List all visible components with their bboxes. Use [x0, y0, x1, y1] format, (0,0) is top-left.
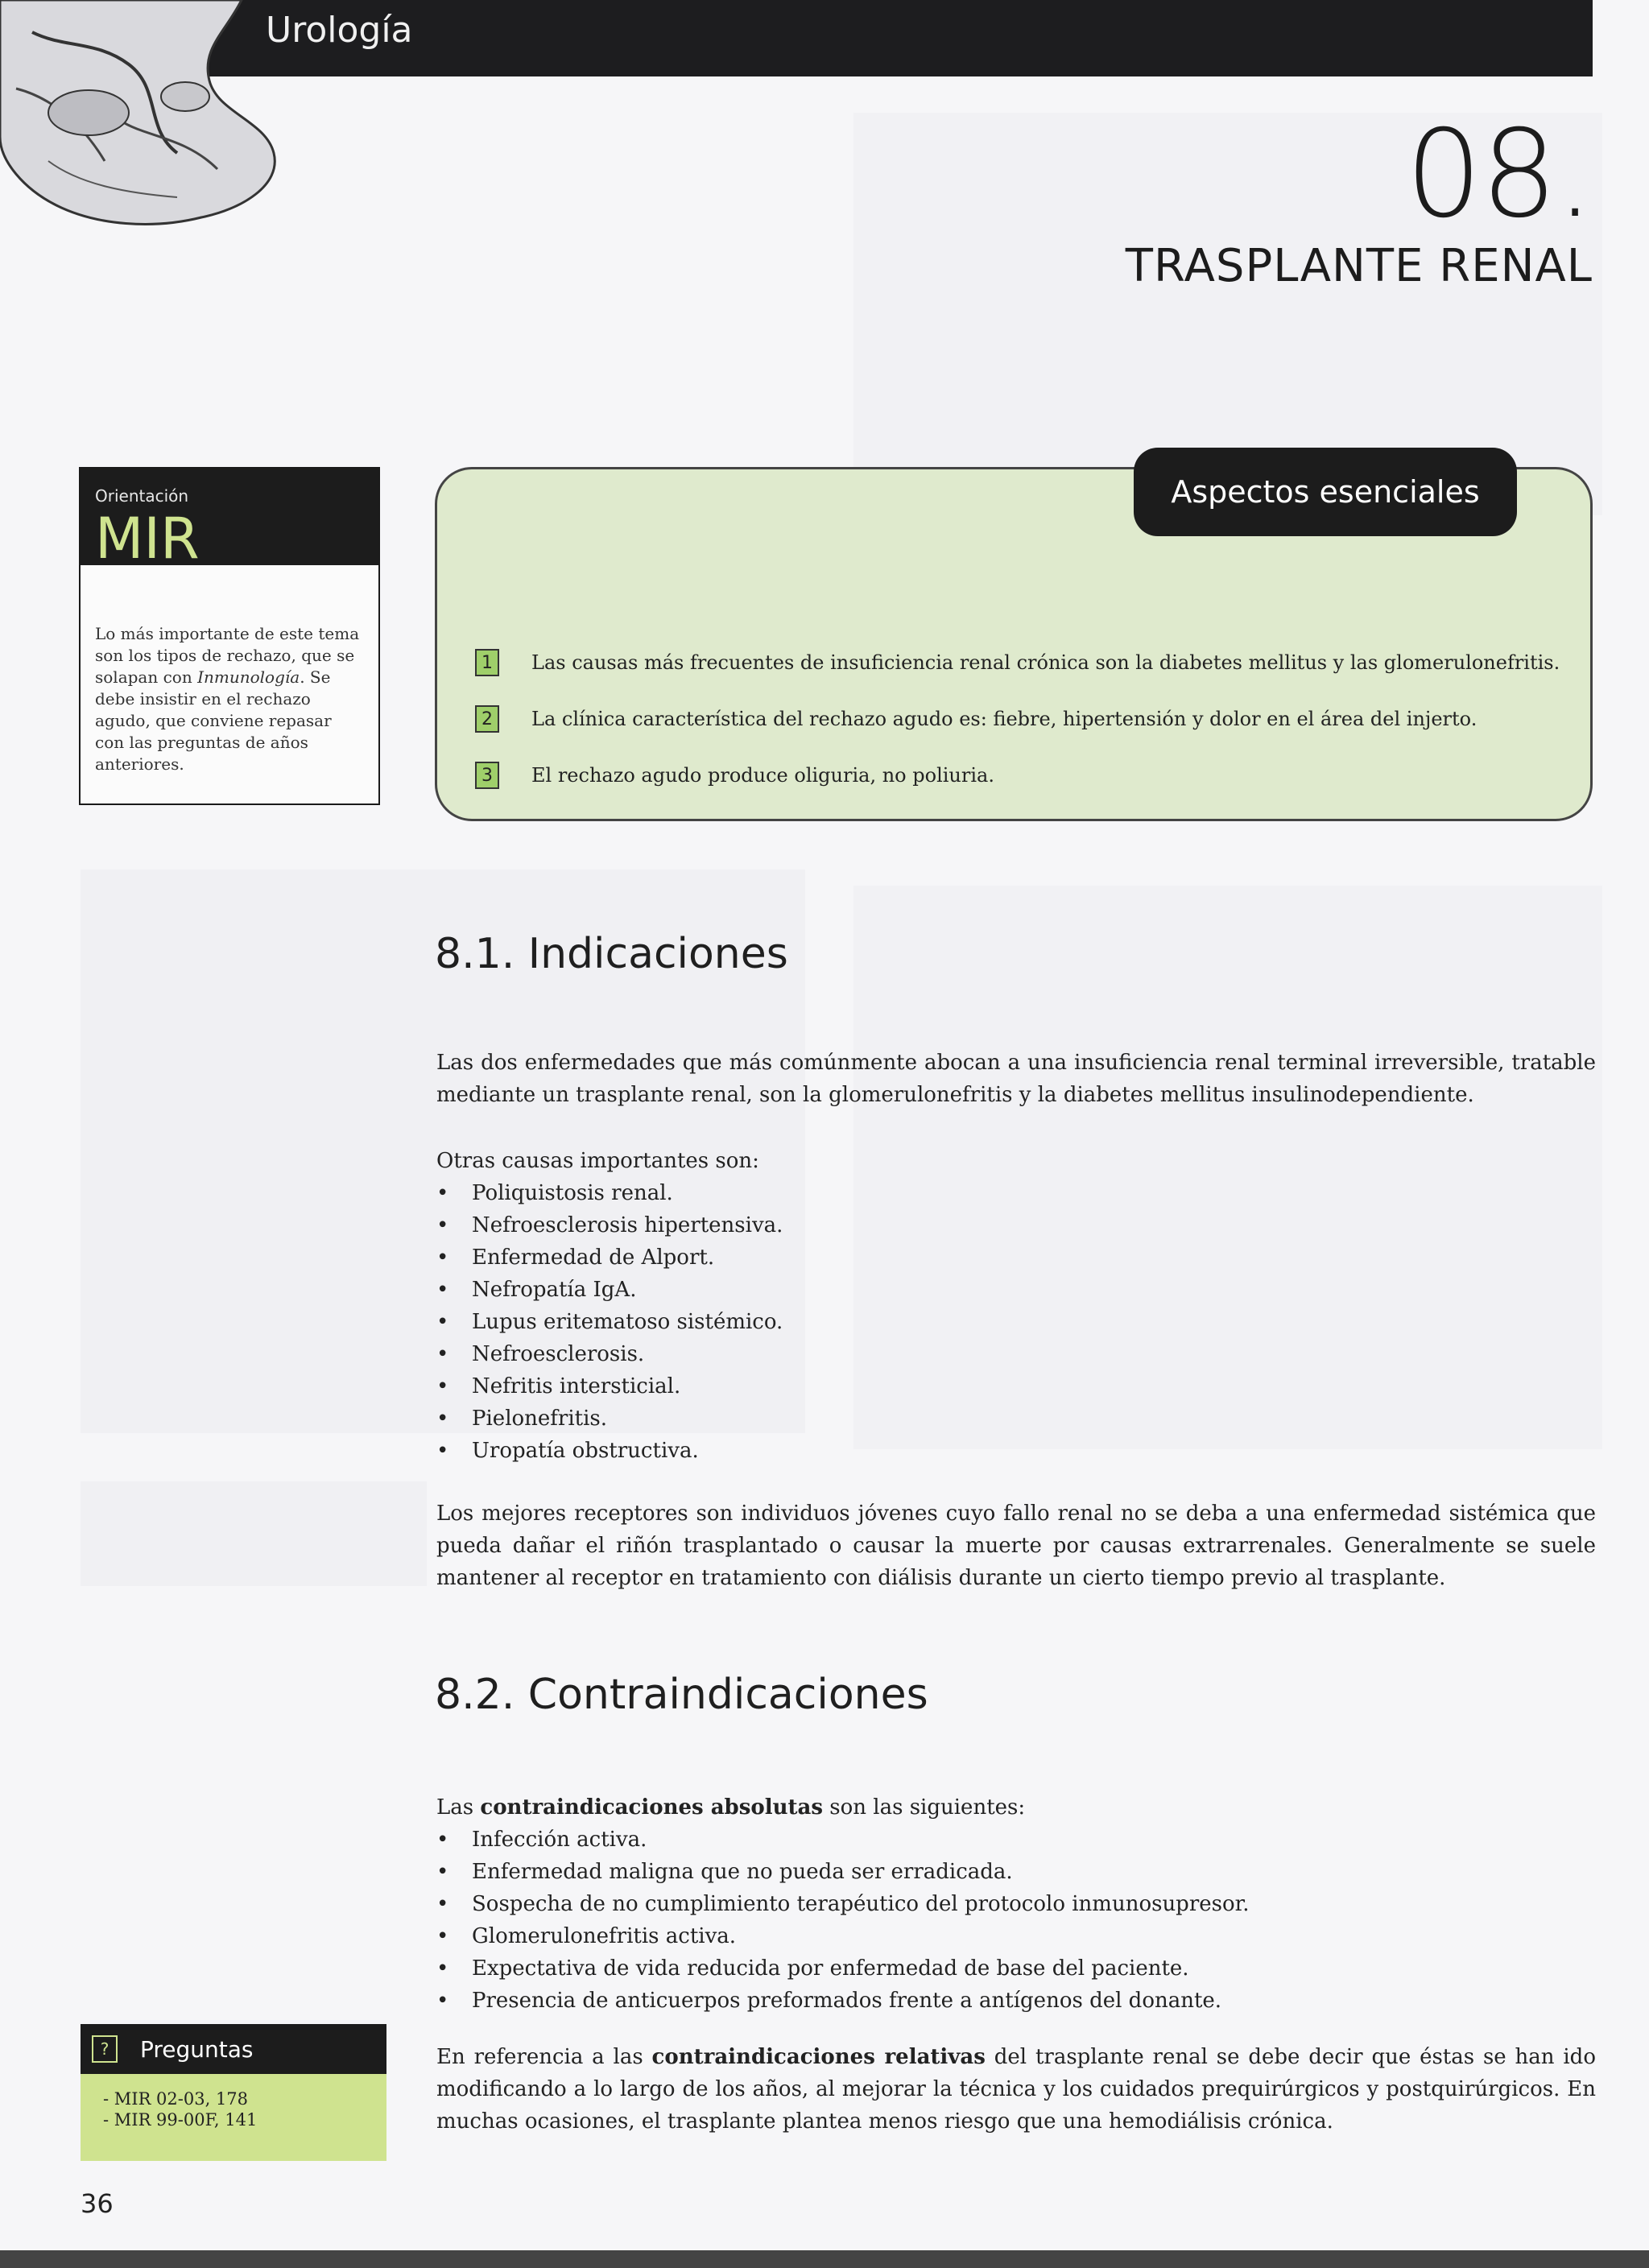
aspecto-item: [475, 634, 1578, 691]
list-item: • Sospecha de no cumplimiento terapéutico del protocolo inmunosupresor.: [436, 1888, 1596, 1920]
paragraph-text: del trasplante renal se debe decir que éstas se han ido modificando a lo largo de los años, al mejorar la técnica y los cuidados prequirúrgicos y postquirúrgicos. En muchas ocasiones, el trasplante plantea menos riesgo que una hemodiálisis crónica.: [436, 2045, 1596, 2134]
aspecto-number: 2: [475, 705, 499, 733]
contraindications-list: [436, 1824, 1596, 2017]
paragraph-text: En referencia a las: [436, 2045, 652, 2069]
aspecto-text: El rechazo agudo produce oliguria, no poliuria.: [531, 764, 994, 787]
list-item: • Nefroesclerosis hipertensiva.: [436, 1209, 1596, 1241]
list-item: • Glomerulonefritis activa.: [436, 1920, 1596, 1952]
list-item: • Presencia de anticuerpos preformados frente a antígenos del donante.: [436, 1985, 1596, 2017]
indicaciones-paragraph: Las dos enfermedades que más comúnmente abocan a una insuficiencia renal terminal irreversible, tratable mediante un trasplante renal, son la glomerulonefritis y la diabetes mellitus insulinodependiente.: [436, 1051, 1596, 1107]
preguntas-box: [81, 2024, 386, 2161]
aspecto-item: [475, 691, 1578, 747]
orientacion-mir-box: [79, 467, 380, 805]
preguntas-title: Preguntas: [140, 2035, 254, 2063]
receptores-paragraph: Los mejores receptores son individuos jóvenes cuyo fallo renal no se deba a una enfermedad sistémica que pueda dañar el riñón trasplantado o causar la muerte por causas extrarrenales. Generalmente se suele mantener al receptor en tratamiento con diálisis durante un cierto tiempo previo al trasplante.: [436, 1502, 1596, 1590]
list-item: • Enfermedad maligna que no pueda ser erradicada.: [436, 1856, 1596, 1888]
list-item: • Expectativa de vida reducida por enfermedad de base del paciente.: [436, 1952, 1596, 1985]
list-item: • Lupus eritematoso sistémico.: [436, 1306, 1596, 1338]
orientacion-text: [81, 565, 378, 775]
pregunta-item: - MIR 02-03, 178: [103, 2089, 249, 2109]
causes-list: [436, 1177, 1596, 1467]
pregunta-item: - MIR 99-00F, 141: [103, 2110, 258, 2130]
section-label: Urología: [266, 10, 413, 51]
intro-text: Las: [436, 1795, 481, 1820]
aspecto-item: [475, 747, 1578, 804]
list-intro: Otras causas importantes son:: [436, 1149, 759, 1173]
orientacion-text-part: . Se debe insistir en el rechazo agudo, que conviene repasar con las preguntas de años anteriores.: [95, 667, 332, 774]
aspectos-esenciales-title: Aspectos esenciales: [1134, 448, 1517, 536]
paragraph-bold: contraindicaciones relativas: [651, 2045, 986, 2069]
section-heading-contraindicaciones: 8.2. Contraindicaciones: [435, 1671, 928, 1719]
indicaciones-list-block: [436, 1145, 1596, 1467]
list-item: • Uropatía obstructiva.: [436, 1435, 1596, 1467]
list-item: • Infección activa.: [436, 1824, 1596, 1856]
preguntas-list: [81, 2074, 386, 2161]
aspecto-text: La clínica característica del rechazo agudo es: fiebre, hipertensión y dolor en el área del injerto.: [531, 708, 1477, 730]
intro-bold: contraindicaciones absolutas: [480, 1795, 823, 1820]
aspectos-list: [475, 634, 1578, 804]
aspecto-number: 1: [475, 649, 499, 676]
orientacion-text-part: Lo más importante de este tema son los tipos de rechazo, que se solapan con: [95, 624, 360, 687]
intro-text: son las siguientes:: [823, 1795, 1026, 1820]
mir-label: MIR: [95, 506, 200, 572]
list-item: • Nefritis intersticial.: [436, 1370, 1596, 1403]
contraindicaciones-list-block: [436, 1791, 1596, 2017]
aspecto-text: Las causas más frecuentes de insuficiencia renal crónica son la diabetes mellitus y las glomerulonefritis.: [531, 651, 1560, 674]
bottom-edge-strip: [0, 2250, 1649, 2268]
section-heading-indicaciones: 8.1. Indicaciones: [435, 930, 788, 978]
page-number: 36: [81, 2188, 114, 2219]
bleed-through-block: [81, 1481, 427, 1586]
aspecto-number: 3: [475, 762, 499, 789]
preguntas-header: [81, 2024, 386, 2074]
chapter-title: TRASPLANTE RENAL: [1125, 240, 1593, 292]
relativas-paragraph: [436, 2041, 1596, 2138]
list-intro: [436, 1791, 1596, 1824]
list-item: • Nefroesclerosis.: [436, 1338, 1596, 1370]
orientacion-label: Orientación: [95, 486, 189, 506]
list-item: • Nefropatía IgA.: [436, 1274, 1596, 1306]
mir-header: [81, 469, 378, 572]
list-item: • Poliquistosis renal.: [436, 1177, 1596, 1209]
chapter-number: 08.: [1405, 105, 1593, 245]
orientacion-text-italic: Inmunología: [197, 667, 300, 687]
list-item: • Pielonefritis.: [436, 1403, 1596, 1435]
list-item: • Enfermedad de Alport.: [436, 1241, 1596, 1274]
anatomy-illustration: [0, 0, 290, 233]
question-icon: ?: [92, 2035, 118, 2063]
